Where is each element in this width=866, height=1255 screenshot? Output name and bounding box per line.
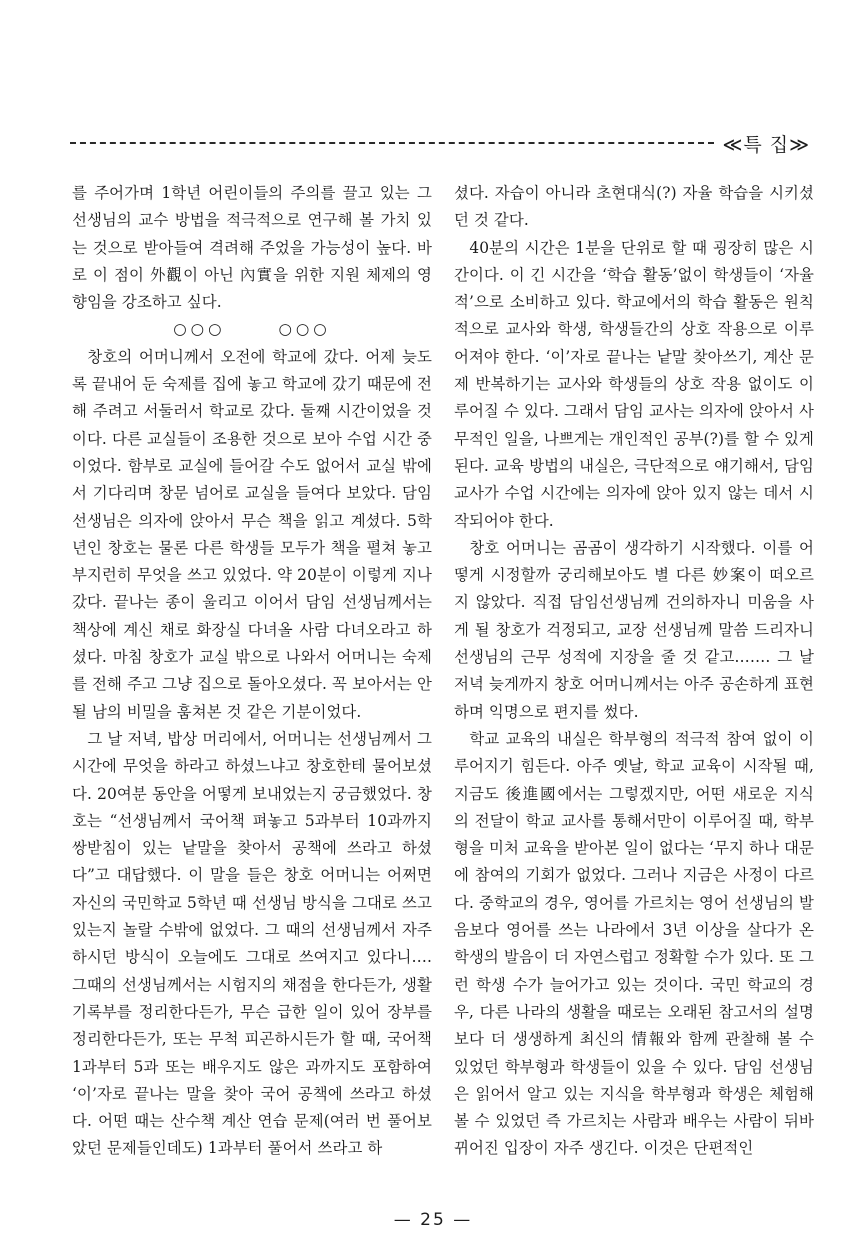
paragraph: 그 날 저녁, 밥상 머리에서, 어머니는 선생님께서 그 시간에 무엇을 하라고 하셨느냐고 창호한테 물어보셨다. 20여분 동안을 어떻게 보내었는지 궁금했었다. 창호는 “선생님께서 국어책 펴놓고 5과부터 10과까지 쌍받침이 있는 낱말을 찾아서 공책에 쓰라고 하셨다”고 대답했다. 이 말을 들은 창호 어머니는 어쩌면 자신의 국민학교 5학년 때 선생님 방식을 그대로 쓰고 있는지 놀랄 수밖에 없었다. 그 때의 선생님께서 자주 하시던 방식이 오늘에도 그대로 쓰여지고 있다니…. 그때의 선생님께서는 시험지의 채점을 한다든가, 생활기록부를 정리한다든가, 무슨 급한 일이 있어 장부를 정리한다든가, 또는 무척 피곤하시든가 할 때, 국어책 1과부터 5과 또는 배우지도 않은 과까지도 포함하여 ‘이’자로 끝나는 말을 찾아 국어 공책에 쓰라고 하셨다. 어떤 때는 산수책 계산 연습 문제(여러 번 풀어보았던 문제들인데도) 1과부터 풀어서 쓰라고 하 (72, 729, 432, 1158)
header-dashed-rule (70, 142, 714, 144)
paragraph: 셨다. 자습이 아니라 초현대식(?) 자율 학습을 시키셨던 것 같다. (454, 184, 814, 230)
page-number: — 25 — (393, 1210, 473, 1230)
right-column (454, 180, 814, 1163)
paragraph: 40분의 시간은 1분을 단위로 할 때 굉장히 많은 시간이다. 이 긴 시간을 ‘학습 활동’없이 학생들이 ‘자율적’으로 소비하고 있다. 학교에서의 학습 활동은 원칙적으로 교사와 학생, 학생들간의 상호 작용으로 이루어져야 한다. ‘이’자로 끝나는 낱말 찾아쓰기, 계산 문제 반복하기는 교사와 학생들의 상호 작용 없이도 이루어질 수 있다. 그래서 담임 교사는 의자에 앉아서 사무적인 일을, 나쁘게는 개인적인 공부(?)를 할 수 있게 된다. 교육 방법의 내실은, 극단적으로 얘기해서, 담임 교사가 수업 시간에는 의자에 앉아 있지 않는 데서 시작되어야 한다. (454, 238, 814, 530)
section-separator (72, 316, 432, 343)
paragraph: 창호 어머니는 곰곰이 생각하기 시작했다. 이를 어떻게 시정할까 궁리해보아도 별 다른 妙案이 떠오르지 않았다. 직접 담임선생님께 건의하자니 미움을 사게 될 창호가 걱정되고, 교장 선생님께 말씀 드리자니 선생님의 근무 성적에 지장을 줄 것 같고……. 그 날 저녁 늦게까지 창호 어머니께서는 아주 공손하게 표현하며 익명으로 편지를 썼다. (454, 538, 814, 721)
separator-mark: ○○○ (278, 320, 331, 339)
paragraph: 학교 교육의 내실은 학부형의 적극적 참여 없이 이루어지기 힘든다. 아주 옛날, 학교 교육이 시작될 때, 지금도 後進國에서는 그렇겠지만, 어떤 새로운 지식의 전달이 학교 교사를 통해서만이 이루어질 때, 학부형을 미처 교육을 받아본 일이 없다는 ‘무지 하나 대문에 참여의 기회가 없었다. 그러나 지금은 사정이 다르다. 중학교의 경우, 영어를 가르치는 영어 선생님의 발음보다 영어를 쓰는 나라에서 3년 이상을 살다가 온 학생의 발음이 더 자연스럽고 정확할 수가 있다. 또 그런 학생 수가 늘어가고 있는 것이다. 국민 학교의 경우, 다른 나라의 생활을 때로는 오래된 참고서의 설명보다 더 생생하게 최신의 情報와 함께 관찰해 볼 수 있었던 학부형과 학생들이 있을 수 있다. 담임 선생님은 읽어서 알고 있는 지식을 학부형과 학생은 체험해 볼 수 있었던 즉 가르치는 사람과 배우는 사람이 뒤바뀌어진 입장이 자주 생긴다. 이것은 단편적인 (454, 729, 814, 1158)
paragraph: 창호의 어머니께서 오전에 학교에 갔다. 어제 늦도록 끝내어 둔 숙제를 집에 놓고 학교에 갔기 때문에 전해 주려고 서둘러서 학교로 갔다. 둘째 시간이었을 것이다. 다른 교실들이 조용한 것으로 보아 수업 시간 중이었다. 함부로 교실에 들어갈 수도 없어서 교실 밖에서 기다리며 창문 넘어로 교실을 들여다 보았다. 담임 선생님은 의자에 앉아서 무슨 책을 읽고 계셨다. 5학년인 창호는 물론 다른 학생들 모두가 책을 펼쳐 놓고 부지런히 무엇을 쓰고 있었다. 약 20분이 이렇게 지나갔다. 끝나는 종이 울리고 이어서 담임 선생님께서는 책상에 계신 채로 화장실 다녀올 사람 다녀오라고 하셨다. 마침 창호가 교실 밖으로 나와서 어머니는 숙제를 전해 주고 그냥 집으로 돌아오셨다. 꼭 보아서는 안될 남의 비밀을 훔쳐본 것 같은 기분이었다. (72, 347, 432, 721)
left-column (72, 180, 432, 1163)
section-label: ≪특 집≫ (722, 133, 810, 156)
separator-mark: ○○○ (173, 320, 226, 339)
section-header (70, 128, 810, 158)
paragraph: 를 주어가며 1학년 어린이들의 주의를 끌고 있는 그 선생님의 교수 방법을 적극적으로 연구해 볼 가치 있는 것으로 받아들여 격려해 주었을 가능성이 높다. 바로 이 점이 外觀이 아닌 內實을 위한 지원 체제의 영향임을 강조하고 싶다. (72, 184, 432, 312)
